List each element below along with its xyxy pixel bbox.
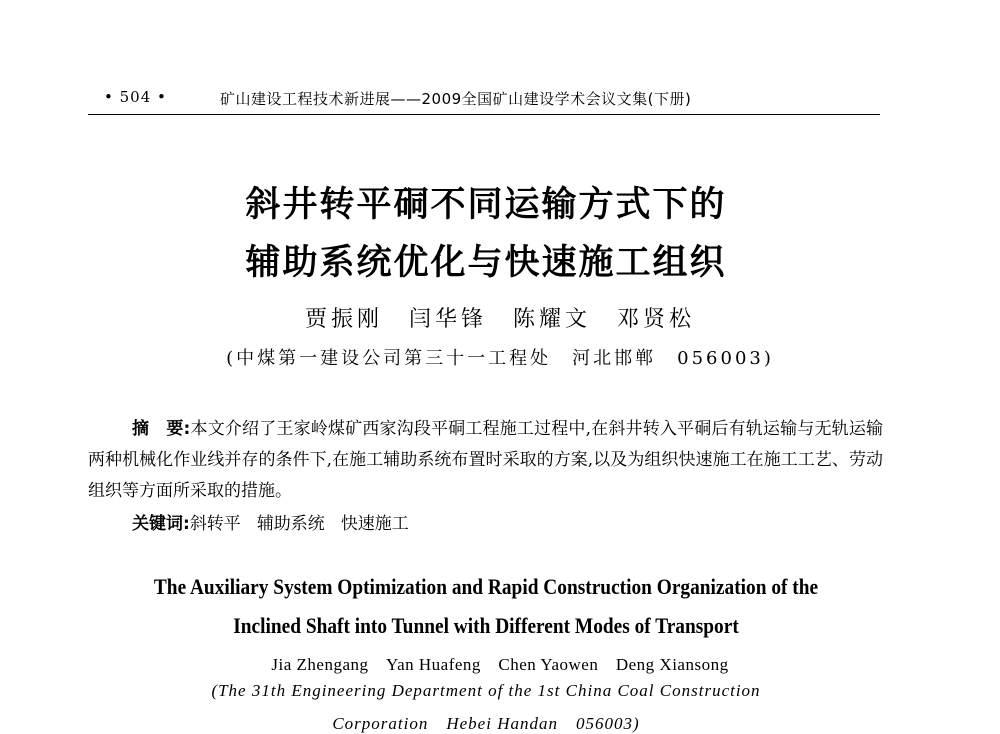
keyword: 斜转平 bbox=[189, 514, 241, 534]
keywords bbox=[132, 509, 425, 534]
english-affiliation-line-2: Corporation Hebei Handan 056003) bbox=[332, 714, 640, 733]
chinese-title-line-2: 辅助系统优化与快速施工组织 bbox=[245, 243, 727, 283]
keyword: 辅助系统 bbox=[256, 514, 325, 534]
keywords-label: 关键词: bbox=[132, 514, 190, 534]
abstract-label: 摘 要: bbox=[132, 419, 191, 439]
header-rule bbox=[88, 114, 880, 115]
abstract bbox=[88, 414, 883, 507]
keyword: 快速施工 bbox=[340, 514, 409, 534]
english-title-line-2: Inclined Shaft into Tunnel with Different Modes of Transport bbox=[233, 613, 739, 638]
page-number: • 504 • bbox=[104, 88, 167, 106]
abstract-text: 本文介绍了王家岭煤矿西家沟段平硐工程施工过程中,在斜井转入平硐后有轨运输与无轨运输两种机械化作业线并存的条件下,在施工辅助系统布置时采取的方案,以及为组织快速施工在施工工艺、劳动组织等方面所采取的措施。 bbox=[88, 419, 883, 501]
english-affiliation-line-1: (The 31th Engineering Department of the 1st China Coal Construction bbox=[211, 681, 761, 700]
running-header bbox=[88, 86, 880, 112]
english-title-line-1: The Auxiliary System Optimization and Rapid Construction Organization of the bbox=[153, 574, 819, 599]
journal-title: 矿山建设工程技术新进展——2009全国矿山建设学术会议文集(下册) bbox=[220, 90, 692, 108]
chinese-authors: 贾振刚 闫华锋 陈耀文 邓贤松 bbox=[304, 307, 695, 332]
chinese-title-line-1: 斜井转平硐不同运输方式下的 bbox=[245, 185, 727, 225]
english-authors: Jia Zhengang Yan Huafeng Chen Yaowen Deng Xiansong bbox=[271, 655, 729, 674]
chinese-affiliation: (中煤第一建设公司第三十一工程处 河北邯郸 056003) bbox=[226, 348, 774, 369]
